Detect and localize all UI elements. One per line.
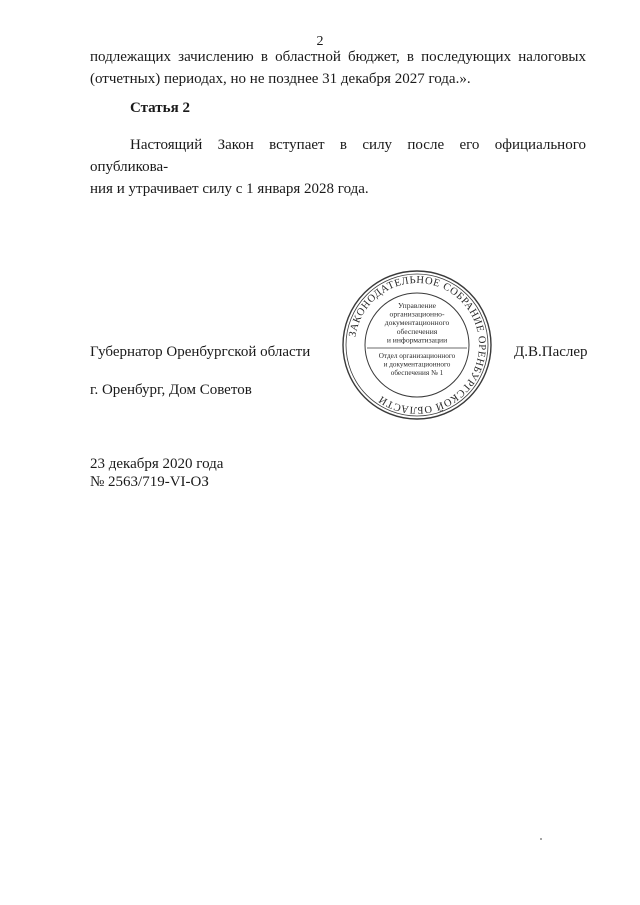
official-seal: [340, 268, 494, 422]
seal-inner-top: [385, 301, 450, 344]
article-paragraph: [90, 134, 586, 200]
signer-title: Губернатор Оренбургской области: [90, 344, 311, 360]
seal-inner-bottom-line: обеспечения № 1: [390, 368, 444, 377]
scan-speck: [540, 838, 542, 840]
article-heading: Статья 2: [130, 100, 190, 116]
seal-outer-ring-inner: [346, 274, 488, 416]
seal-inner-top-line: обеспечения: [396, 326, 438, 336]
seal-inner-top-line: Управление: [397, 301, 437, 310]
signing-place: г. Оренбург, Дом Советов: [90, 382, 252, 398]
seal-inner-bottom-line: и документационного: [383, 360, 451, 369]
page-number: 2: [316, 34, 324, 49]
seal-inner-top-line: и информатизации: [386, 335, 448, 345]
article-line-1: Настоящий Закон вступает в силу после его официального опубликова-: [90, 137, 586, 175]
seal-graphic: [340, 268, 494, 422]
continuation-paragraph: [90, 46, 586, 90]
seal-inner-top-line: организационно-: [389, 309, 445, 319]
document-number: № 2563/719-VI-ОЗ: [90, 474, 209, 490]
continuation-line-1: подлежащих зачислению в областной бюджет, в последующих налоговых: [90, 49, 586, 65]
signer-name: Д.В.Паслер: [514, 344, 588, 360]
document-date: 23 декабря 2020 года: [90, 456, 224, 472]
seal-inner-bottom-line: Отдел организационного: [378, 352, 456, 360]
seal-inner-top-line: документационного: [384, 318, 450, 328]
continuation-line-2: (отчетных) периодах, но не позднее 31 декабря 2027 года.».: [90, 71, 471, 87]
article-line-2: ния и утрачивает силу с 1 января 2028 года.: [90, 181, 369, 197]
seal-ring-text: ЗАКОНОДАТЕЛЬНОЕ СОБРАНИЕ ОРЕНБУРГСКОЙ ОБЛАСТИ: [347, 274, 488, 416]
seal-inner-bottom: [379, 352, 456, 377]
